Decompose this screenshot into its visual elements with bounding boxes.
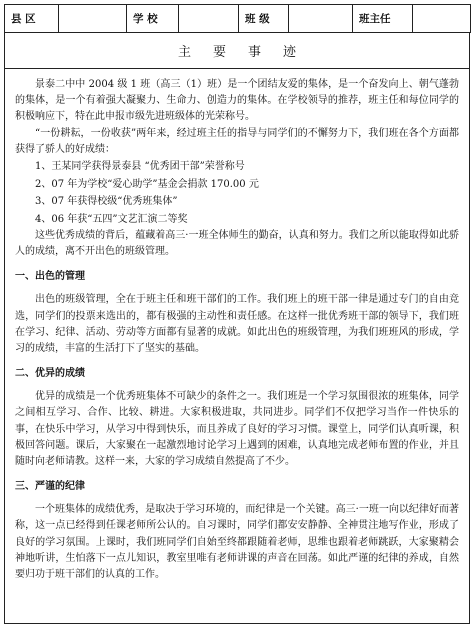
intro-paragraph-2: “一份耕耘，一份收获”两年来，经过班主任的指导与同学们的不懈努力下，我们班在各个方面都获得了骄人的好成绩： [15,127,459,155]
teacher-label: 班主任 [353,5,413,33]
summary-paragraph: 这些优秀成绩的背后，蕴藏着高三·一班全体师生的勤奋，认真和努力。我们之所以能取得如此骄人的成绩，离不开出色的班级管理。 [15,230,459,258]
class-value[interactable] [289,5,353,33]
teacher-value[interactable] [413,5,471,33]
header-table [4,4,471,33]
section-text-discipline: 一个班集体的成绩优秀，是取决于学习环境的，而纪律是一个关键。高三·一班一向以纪律好而著称，这一点已经得到任课老师所公认的。自习课时，同学们都安安静静、全神贯注地写作业，形成了良好的学习氛围。上课时，我们班同学们自始至终都跟随着老师，思维也跟着老师跳跃，大家聚精会神地听讲，生怕落下一点儿知识，教室里唯有老师讲课的声音在回荡。如此严谨的纪律的养成，自然要归功于班干部们的认真的工作。 [15,504,459,581]
achievement-item: 4、06 年获“五四”文艺汇演二等奖 [35,213,188,225]
county-value[interactable] [59,5,127,33]
achievement-item: 3、07 年获得校级“优秀班集体” [35,196,178,208]
intro-paragraph-1: 景泰二中中 2004 级 1 班（高三（1）班）是一个团结友爱的集体，是一个奋发向上、朝气蓬勃的集体，是一个有着强大凝聚力、生命力、创造力的集体。在学校领导的推荐，班主任和每位同学的积极响应下，特在此申报市级先进班级体的光荣称号。 [15,79,459,123]
school-label: 学 校 [127,5,179,33]
section-heading-results: 二、优异的成绩 [15,368,85,380]
main-deeds-body [4,69,470,624]
county-label: 县 区 [5,5,59,33]
section-title: 主要事迹 [4,32,470,69]
section-text-results: 优异的成绩是一个优秀班集体不可缺少的条件之一。我们班是一个学习氛围很浓的班集体，同学之间相互学习、合作、比较、耕进。大家积极进取，共同进步。同学们不仅把学习当作一件快乐的事，在快乐中学习，从学习中得到快乐，而且养成了良好的学习习惯。课堂上，同学们认真听课，积极回答问题。课后，大家聚在一起激烈地讨论学习上遇到的困难，认真地完成老师布置的作业，并且随时向老师请教。这样一来，大家的学习成绩自然提高了不少。 [15,391,459,468]
section-heading-management: 一、出色的管理 [15,271,85,283]
class-label: 班 级 [239,5,289,33]
school-value[interactable] [179,5,239,33]
achievement-item: 1、王某同学获得景泰县 “优秀团干部”荣誉称号 [35,161,245,173]
achievement-item: 2、07 年为学校“爱心助学”基金会捐款 170.00 元 [35,178,259,190]
section-text-management: 出色的班级管理，全在于班主任和班干部们的工作。我们班上的班干部一律是通过专门的自由竞选，同学们的投票来选出的，都有极强的主动性和责任感。在这样一批优秀班干部的领导下，我们班在学习、纪律、活动、劳动等方面都有显著的成就。如此出色的班级管理，为我们班班风的形成，学习的成绩，丰富的生活打下了坚实的基础。 [15,294,459,355]
section-heading-discipline: 三、严谨的纪律 [15,481,85,493]
